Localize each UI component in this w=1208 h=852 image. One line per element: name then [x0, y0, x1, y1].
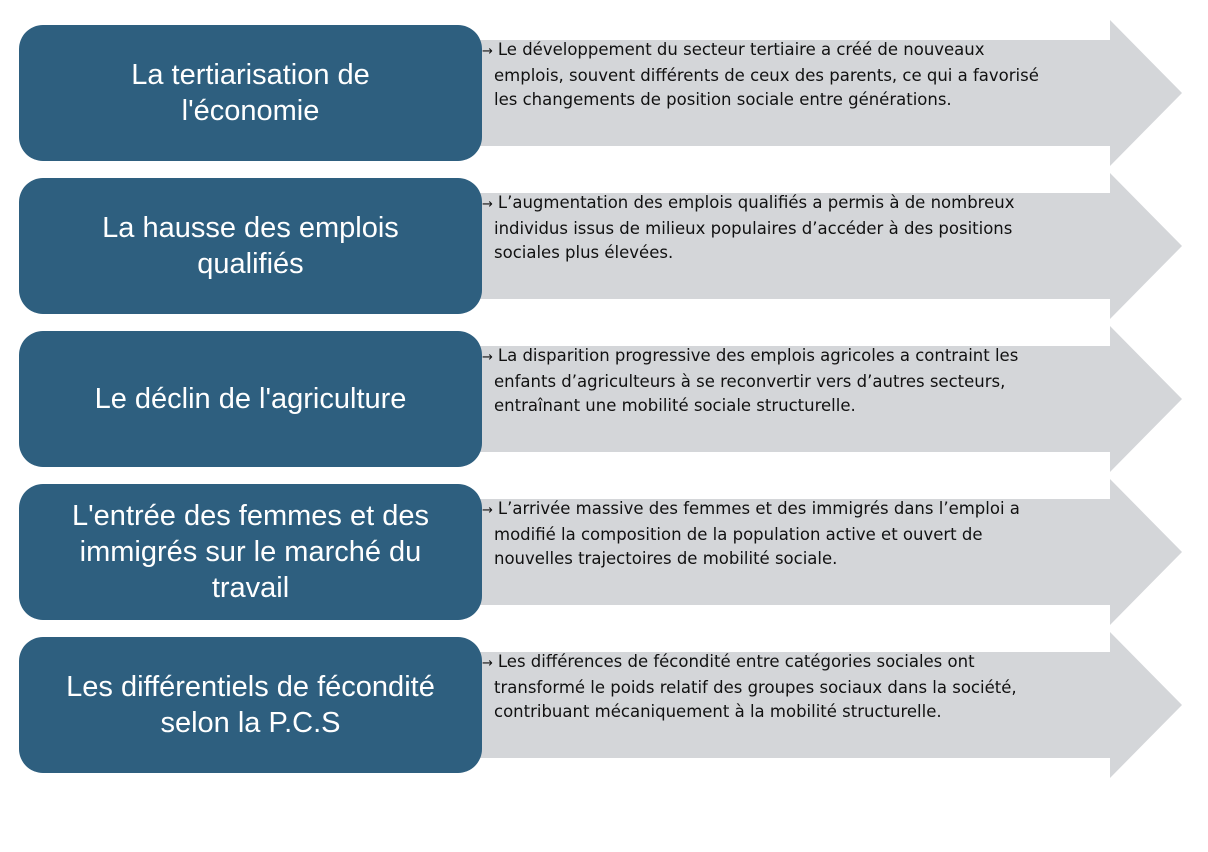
description-text: individus issus de milieux populaires d’accéder à des positions [494, 219, 1013, 238]
description-text: Le développement du secteur tertiaire a créé de nouveaux [497, 40, 985, 59]
description-text: contribuant mécaniquement à la mobilité structurelle. [494, 702, 942, 721]
factor-description [482, 191, 1122, 265]
description-text: entraînant une mobilité sociale structurelle. [494, 396, 856, 415]
factor-row [0, 632, 1208, 778]
factor-description [482, 344, 1122, 418]
description-line [482, 38, 1122, 64]
description-line [482, 394, 1122, 418]
factor-description [482, 38, 1122, 112]
description-text: enfants d’agriculteurs à se reconvertir vers d’autres secteurs, [494, 372, 1006, 391]
factor-box [19, 25, 482, 161]
description-line [482, 88, 1122, 112]
factor-row [0, 173, 1208, 319]
factor-title-line: selon la P.C.S [160, 707, 341, 739]
description-text: nouvelles trajectoires de mobilité sociale. [494, 549, 838, 568]
description-text: les changements de position sociale entre générations. [494, 90, 952, 109]
factor-box [19, 637, 482, 773]
description-text: sociales plus élevées. [494, 243, 674, 262]
description-line [482, 676, 1122, 700]
factor-title [102, 210, 399, 282]
factor-title [66, 669, 435, 741]
description-text: transformé le poids relatif des groupes sociaux dans la société, [494, 678, 1017, 697]
factor-description [482, 650, 1122, 724]
factor-title [72, 498, 429, 606]
factor-title-line: Le déclin de l'agriculture [94, 383, 407, 415]
description-line [482, 700, 1122, 724]
factor-box [19, 178, 482, 314]
arrow-right-icon: → [482, 350, 493, 365]
description-line [482, 497, 1122, 523]
arrow-right-icon: → [482, 44, 493, 59]
description-text: emplois, souvent différents de ceux des parents, ce qui a favorisé [494, 66, 1039, 85]
factor-title-line: La tertiarisation de [131, 59, 370, 91]
factor-row [0, 20, 1208, 166]
arrow-right-icon: → [482, 197, 493, 212]
description-text: Les différences de fécondité entre catégories sociales ont [497, 652, 975, 671]
description-line [482, 523, 1122, 547]
factor-title-line: La hausse des emplois [102, 212, 399, 244]
factor-title-line: L'entrée des femmes et des [72, 500, 429, 532]
factor-row [0, 326, 1208, 472]
description-text: L’arrivée massive des femmes et des immigrés dans l’emploi a [497, 499, 1020, 518]
factor-description [482, 497, 1122, 571]
factor-title-line: travail [211, 572, 290, 604]
factor-title [131, 57, 370, 129]
factor-title-line: qualifiés [197, 248, 304, 280]
description-line [482, 241, 1122, 265]
factor-row [0, 479, 1208, 625]
description-line [482, 217, 1122, 241]
description-line [482, 344, 1122, 370]
factor-box [19, 484, 482, 620]
description-text: La disparition progressive des emplois agricoles a contraint les [497, 346, 1019, 365]
factor-box [19, 331, 482, 467]
description-line [482, 650, 1122, 676]
arrow-right-icon: → [482, 656, 493, 671]
description-line [482, 547, 1122, 571]
description-line [482, 64, 1122, 88]
description-line [482, 191, 1122, 217]
description-text: modifié la composition de la population active et ouvert de [494, 525, 983, 544]
factor-title-line: Les différentiels de fécondité [66, 671, 435, 703]
arrow-right-icon: → [482, 503, 493, 518]
factor-title [95, 381, 407, 417]
description-text: L’augmentation des emplois qualifiés a permis à de nombreux [497, 193, 1015, 212]
factor-title-line: l'économie [181, 95, 320, 127]
description-line [482, 370, 1122, 394]
factor-title-line: immigrés sur le marché du [79, 536, 422, 568]
